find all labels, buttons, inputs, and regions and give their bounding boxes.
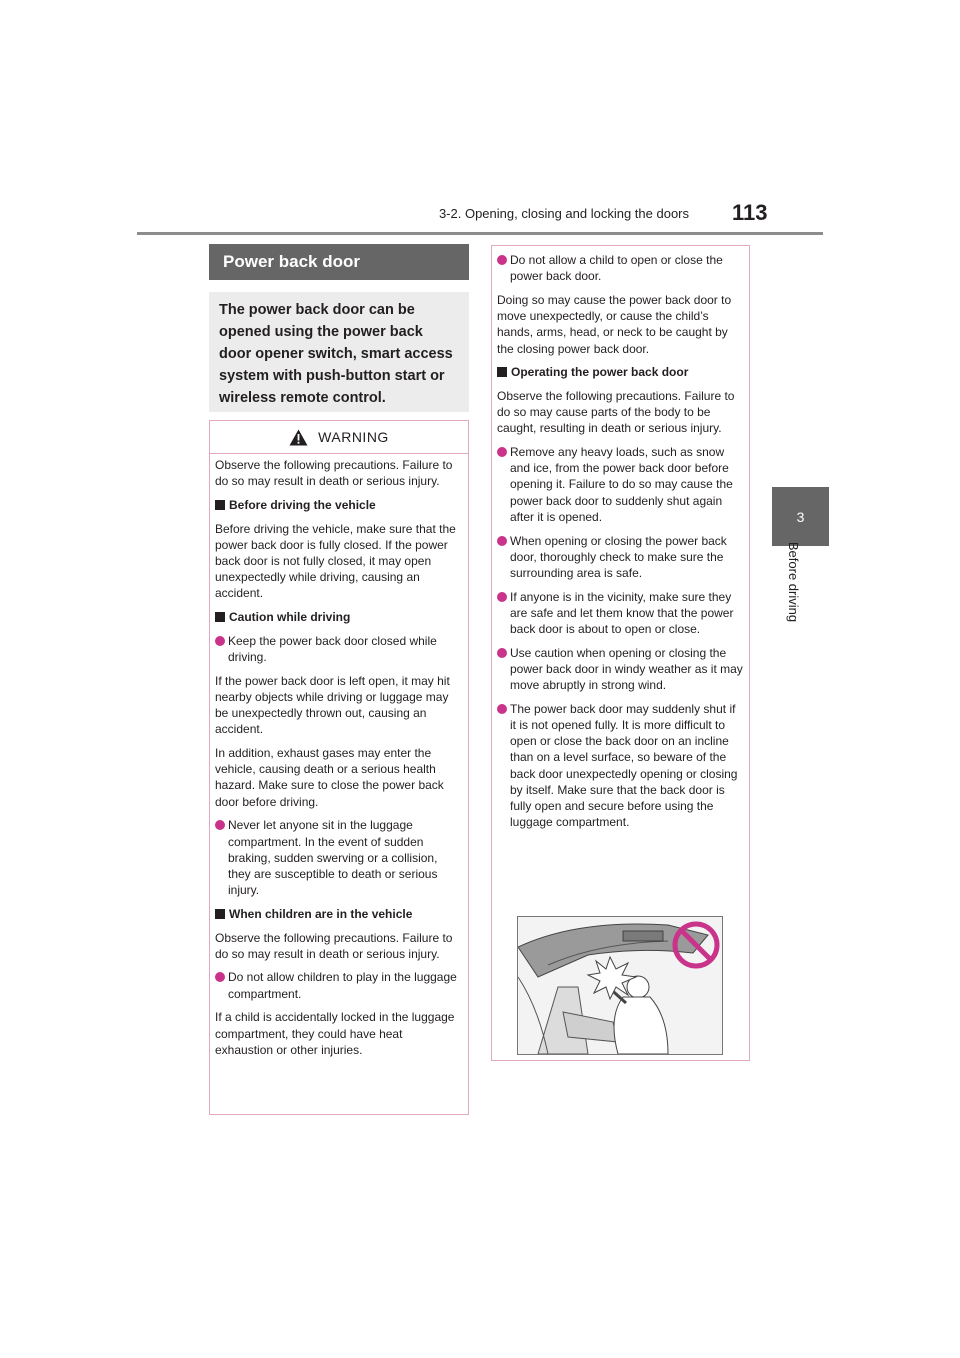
warning-header (210, 421, 468, 453)
warning-triangle-icon (289, 429, 308, 446)
section-heading-text: Power back door (223, 252, 360, 271)
text: The power back door may suddenly shut if it is not opened fully. It is more difficult to open or close the back door on an incline than on a level surface, so beware of the back door unexpectedly opening or closing by itself. Make sure that the back door is fully open and secure before using the luggage compartment. (510, 701, 738, 830)
text: In addition, exhaust gases may enter the vehicle, causing death or a serious health hazard. Make sure to close the power back door before driving. (215, 746, 444, 809)
round-bullet-icon (215, 972, 225, 982)
paragraph (497, 388, 744, 437)
subheading (215, 609, 463, 625)
warning-box-left (209, 420, 469, 1115)
square-bullet-icon (215, 500, 225, 510)
text: Caution while driving (229, 610, 351, 625)
page-number: 113 (732, 200, 768, 225)
paragraph (215, 745, 463, 810)
round-bullet-icon (497, 447, 507, 457)
square-bullet-icon (215, 612, 225, 622)
text: Doing so may cause the power back door to move unexpectedly, or cause the child’s hands, arms, head, or neck to be caught by the closing power back door. (497, 292, 732, 356)
round-bullet-icon (497, 536, 507, 546)
bullet-item (497, 444, 744, 525)
subheading (215, 906, 463, 922)
text: Do not allow a child to open or close the power back door. (510, 253, 723, 284)
text: If anyone is in the vicinity, make sure they are safe and let them know that the power back door is about to open or close. (510, 589, 734, 637)
text: Operating the power back door (511, 365, 689, 380)
section-intro-text: The power back door can be opened using the power back door opener switch, smart access system with push-button start or wireless remote control. (219, 302, 453, 406)
subheading (497, 364, 744, 380)
square-bullet-icon (215, 909, 225, 919)
header-rule (137, 232, 823, 235)
bullet-item (497, 589, 744, 638)
bullet-item (497, 533, 744, 582)
bullet-item (497, 645, 744, 694)
round-bullet-icon (215, 820, 225, 830)
text: Before driving the vehicle, make sure that the power back door is fully closed. If the power back door is not fully closed, it may open unexpectedly while driving, causing an accident. (215, 521, 456, 601)
paragraph (215, 1009, 463, 1058)
warning-divider (210, 453, 468, 454)
text: Use caution when opening or closing the power back door in windy weather as it may move abruptly in strong wind. (510, 645, 743, 693)
paragraph (215, 457, 463, 489)
text: Observe the following precautions. Failure to do so may result in death or serious injury. (215, 930, 453, 961)
warning-content-right (497, 252, 744, 838)
text: Do not allow children to play in the luggage compartment. (228, 970, 457, 1001)
paragraph (215, 930, 463, 962)
back-door-illustration (517, 916, 723, 1055)
bullet-item (215, 817, 463, 898)
paragraph (215, 673, 463, 738)
bullet-item (497, 252, 744, 284)
round-bullet-icon (497, 648, 507, 658)
section-heading (209, 244, 469, 280)
chapter-tab (772, 487, 829, 546)
subheading (215, 497, 463, 513)
text: When opening or closing the power back door, thoroughly check to make sure the surrounding area is safe. (510, 533, 727, 580)
square-bullet-icon (497, 367, 507, 377)
text: Before driving the vehicle (229, 497, 376, 512)
header-section-title: 3-2. Opening, closing and locking the doors (438, 206, 689, 221)
paragraph (215, 521, 463, 602)
bullet-item (497, 701, 744, 831)
warning-label: WARNING (318, 429, 389, 445)
chapter-title: Before driving (786, 541, 801, 623)
text: If the power back door is left open, it may hit nearby objects while driving or luggage may be unexpectedly thrown out, causing an accident. (215, 673, 450, 737)
text: Observe the following precautions. Failure to do so may cause parts of the body to be caught, resulting in death or serious injury. (497, 388, 735, 436)
chapter-number: 3 (796, 508, 805, 525)
text: If a child is accidentally locked in the luggage compartment, they could have heat exhaustion or other injuries. (215, 1010, 455, 1057)
text: When children are in the vehicle (229, 906, 413, 921)
warning-content-left (215, 457, 463, 1066)
round-bullet-icon (497, 592, 507, 602)
round-bullet-icon (215, 636, 225, 646)
bullet-item (215, 633, 463, 665)
text: Never let anyone sit in the luggage compartment. In the event of sudden braking, sudden swerving or a collision, they are susceptible to death or serious injury. (228, 818, 438, 898)
text: Remove any heavy loads, such as snow and ice, from the power back door before opening it. Failure to do so may cause the power back door to suddenly shut again after it is opened. (510, 445, 733, 524)
illustration-drawing (518, 917, 722, 1054)
round-bullet-icon (497, 704, 507, 714)
section-intro (209, 292, 469, 412)
bullet-item (215, 969, 463, 1001)
paragraph (497, 292, 744, 357)
text: Keep the power back door closed while driving. (228, 633, 437, 665)
round-bullet-icon (497, 255, 507, 265)
text: Observe the following precautions. Failure to do so may result in death or serious injury. (215, 458, 453, 489)
